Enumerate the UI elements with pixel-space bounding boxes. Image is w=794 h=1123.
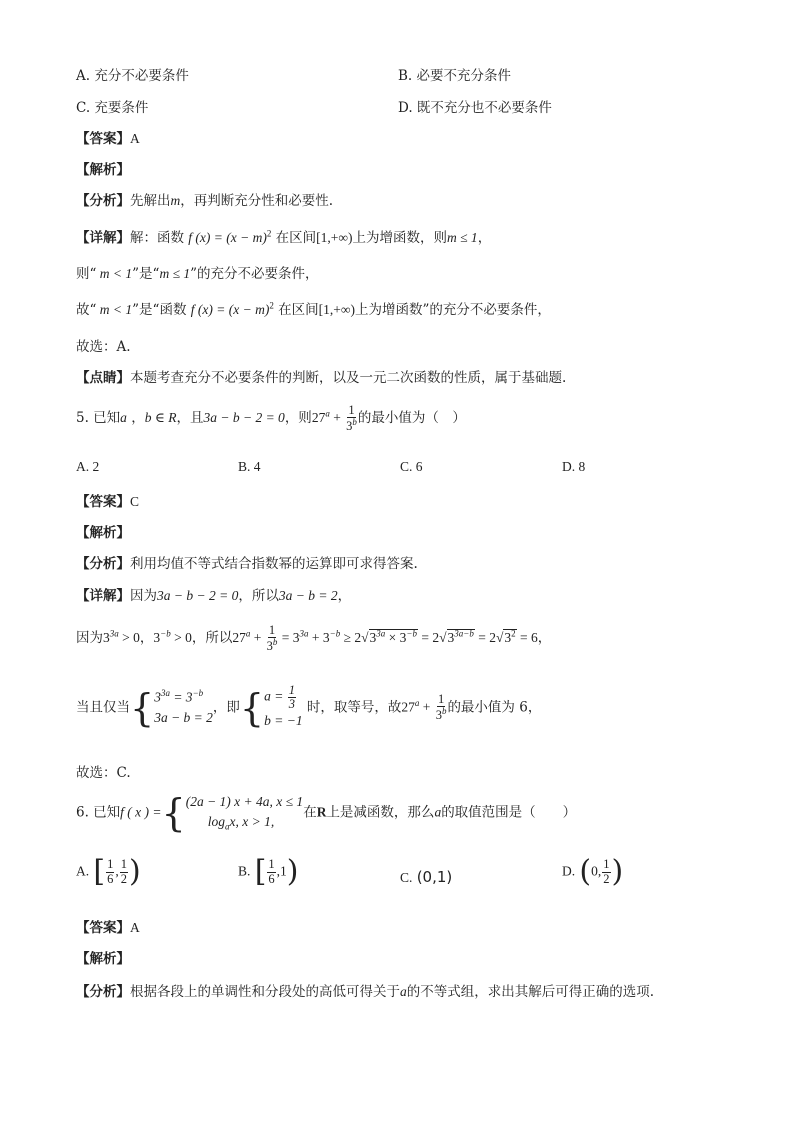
q5-opt-a: A. 2 <box>76 459 100 474</box>
q5-analysis-tag: 【解析】 <box>76 525 130 541</box>
q6-opt-b: B. [ $\frac{1}{6}$ ,1) <box>238 854 299 889</box>
q4-option-a: A. 充分不必要条件 <box>76 68 189 84</box>
q4-answer: 【答案】A <box>76 131 140 147</box>
q6-opt-d: D. (0, $\frac{1}{2}$ ) <box>562 854 624 889</box>
q6-opt-a: A. [ $\frac{1}{6}$ , $\frac{1}{2}$ ) <box>76 854 141 889</box>
q5-opt-c: C. 6 <box>400 459 423 474</box>
q5-opt-b: B. 4 <box>238 459 261 474</box>
q5-opt-d: D. 8 <box>562 459 586 474</box>
q5-stem: 5. 已知a ，b ∈ R，且3a − b − 2 = 0，则$27^a$ + $\frac{1}{3^b}$ 的最小值为（ ） <box>76 403 466 434</box>
q4-ze-line: 则“ m < 1”是“m ≤ 1”的充分不必要条件， <box>76 266 319 282</box>
q6-stem: 6. 已知f ( x ) ={ (2a − 1) x + 4a, x ≤ 1 $\log_ax$, x > 1, 在R上是减函数，那么a的取值范围是（ ） <box>76 791 577 836</box>
q5-fenxi: 【分析】利用均值不等式结合指数幂的运算即可求得答案. <box>76 556 418 572</box>
q6-opt-c: C. (0,1) <box>400 868 453 886</box>
q6-fenxi: 【分析】根据各段上的单调性和分段处的高低可得关于a的不等式组，求出其解后可得正确的选项. <box>76 984 655 1000</box>
q4-option-c: C. 充要条件 <box>76 100 149 116</box>
q5-inequality-line: 因为$3^{3a} > 0$，$3^{-b} > 0$，所以$27^a$ + $\frac{1}{3^b}$ = $3^{3a} + 3^{-b} \ge 2√3^{3a} \times 3^{-b} = 2√3^{3a-b} = 2√3^2 = 6$， <box>76 623 552 654</box>
q6-answer: 【答案】A <box>76 920 140 936</box>
q4-gu-line: 故“ m < 1”是“函数 f $(x) = (x - m)^2$ 在区间[1,+∞)上为增函数”的充分不必要条件， <box>76 300 551 318</box>
q4-option-b: B. 必要不充分条件 <box>398 68 512 84</box>
q5-equality-line: 当且仅当{ $3^{3a} = 3^{-b}$ 3a − b = 2 ，即{ a = $\frac{1}{3}$ b = −1 时，取等号，故$27^a$ + $\frac{1}{3^b}$ 的最小值为 6， <box>76 683 542 730</box>
q5-answer: 【答案】C <box>76 494 140 510</box>
q5-xiangjie: 【详解】因为3a − b − 2 = 0，所以3a − b = 2， <box>76 588 352 604</box>
q4-option-d: D. 既不充分也不必要条件 <box>398 100 552 116</box>
q4-analysis-tag: 【解析】 <box>76 162 130 178</box>
q4-fenxi: 【分析】先解出m，再判断充分性和必要性. <box>76 193 334 209</box>
q4-dianjing: 【点睛】本题考查充分不必要条件的判断，以及一元二次函数的性质，属于基础题. <box>76 370 567 386</box>
q4-xiangjie: 【详解】解：函数 f $(x) = (x - m)^2$ 在区间[1,+∞)上为增函数，则m ≤ 1， <box>76 228 492 246</box>
q4-xuan: 故选：A. <box>76 339 131 355</box>
q6-analysis-tag: 【解析】 <box>76 951 130 967</box>
q5-xuan: 故选：C. <box>76 765 131 781</box>
